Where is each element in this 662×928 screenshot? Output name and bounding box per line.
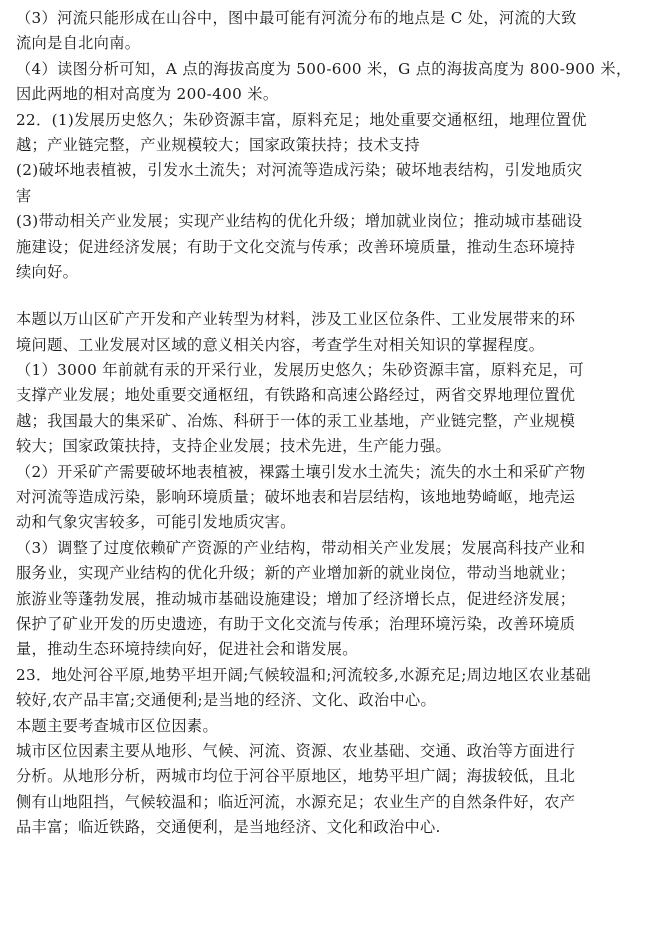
text-line: 因此两地的相对高度为 200-400 米。 xyxy=(16,85,279,104)
text-line: 23．地处河谷平原,地势平坦开阔;气候较温和;河流较多,水源充足;周边地区农业基础 xyxy=(16,665,592,684)
explanation-section xyxy=(16,307,648,840)
text-line: 侧有山地阻挡，气候较温和；临近河流，水源充足；农业生产的自然条件好，农产 xyxy=(16,792,576,811)
text-line: 量，推动生态环境持续向好，促进社会和谐发展。 xyxy=(16,640,358,659)
text-line: 支撑产业发展；地处重要交通枢纽，有铁路和高速公路经过，两省交界地理位置优 xyxy=(16,386,576,405)
text-line: 对河流等造成污染，影响环境质量；破坏地表和岩层结构，该地地势崎岖，地壳运 xyxy=(16,488,576,507)
text-line: 动和气象灾害较多，可能引发地质灾害。 xyxy=(16,513,296,532)
text-line: 旅游业等蓬勃发展，推动城市基础设施建设；增加了经济增长点，促进经济发展； xyxy=(16,589,576,608)
text-line: 22．(1)发展历史悠久；朱砂资源丰富，原料充足；地处重要交通枢纽，地理位置优 xyxy=(16,110,587,129)
text-line: 品丰富；临近铁路，交通便利，是当地经济、文化和政治中心. xyxy=(16,818,441,837)
text-line: 越；产业链完整，产业规模较大；国家政策扶持；技术支持 xyxy=(16,135,420,154)
text-line: （3）河流只能形成在山谷中，图中最可能有河流分布的地点是 C 处，河流的大致 xyxy=(16,9,577,27)
text-line: 流向是自北向南。 xyxy=(16,34,141,53)
text-line: 服务业，实现产业结构的优化升级；新的产业增加新的就业岗位，带动当地就业； xyxy=(16,564,576,583)
text-line: 较好,农产品丰富;交通便利;是当地的经济、文化、政治中心。 xyxy=(16,691,437,710)
text-line: 害 xyxy=(16,186,32,205)
text-line: (2)破坏地表植被，引发水土流失；对河流等造成污染；破坏地表结构，引发地质灾 xyxy=(16,161,583,180)
text-line: 分析。从地形分析，两城市均位于河谷平原地区，地势平坦广阔；海拔较低，且北 xyxy=(16,767,576,786)
text-line: 城市区位因素主要从地形、气候、河流、资源、农业基础、交通、政治等方面进行 xyxy=(16,741,576,760)
text-line: 境问题、工业发展对区域的意义相关内容，考查学生对相关知识的掌握程度。 xyxy=(16,335,545,354)
text-line: 越；我国最大的集采矿、冶炼、科研于一体的汞工业基地，产业链完整，产业规模 xyxy=(16,411,576,430)
text-line: 续向好。 xyxy=(16,262,79,281)
text-line: （1）3000 年前就有汞的开采行业，发展历史悠久；朱砂资源丰富，原料充足，可 xyxy=(16,361,584,380)
text-line: （2）开采矿产需要破坏地表植被，裸露土壤引发水土流失；流失的水土和采矿产物 xyxy=(16,462,586,481)
text-line: 施建设；促进经济发展；有助于文化交流与传承；改善环境质量，推动生态环境持 xyxy=(16,237,576,256)
text-line: 本题主要考查城市区位因素。 xyxy=(16,716,218,735)
text-line: （4）读图分析可知，A 点的海拔高度为 500-600 米，G 点的海拔高度为 800-900 米， xyxy=(16,59,632,78)
text-line: 本题以万山区矿产开发和产业转型为材料，涉及工业区位条件、工业发展带来的环 xyxy=(16,310,576,329)
text-line: 较大；国家政策扶持，支持企业发展；技术先进，生产能力强。 xyxy=(16,437,452,456)
paragraph-gap xyxy=(16,285,648,307)
text-line: （3）调整了过度依赖矿产资源的产业结构，带动相关产业发展；发展高科技产业和 xyxy=(16,538,586,557)
text-line: 保护了矿业开发的历史遗迹，有助于文化交流与传承；治理环境污染，改善环境质 xyxy=(16,614,576,633)
answer-section xyxy=(16,6,648,285)
text-line: (3)带动相关产业发展；实现产业结构的优化升级；增加就业岗位；推动城市基础设 xyxy=(16,212,583,231)
